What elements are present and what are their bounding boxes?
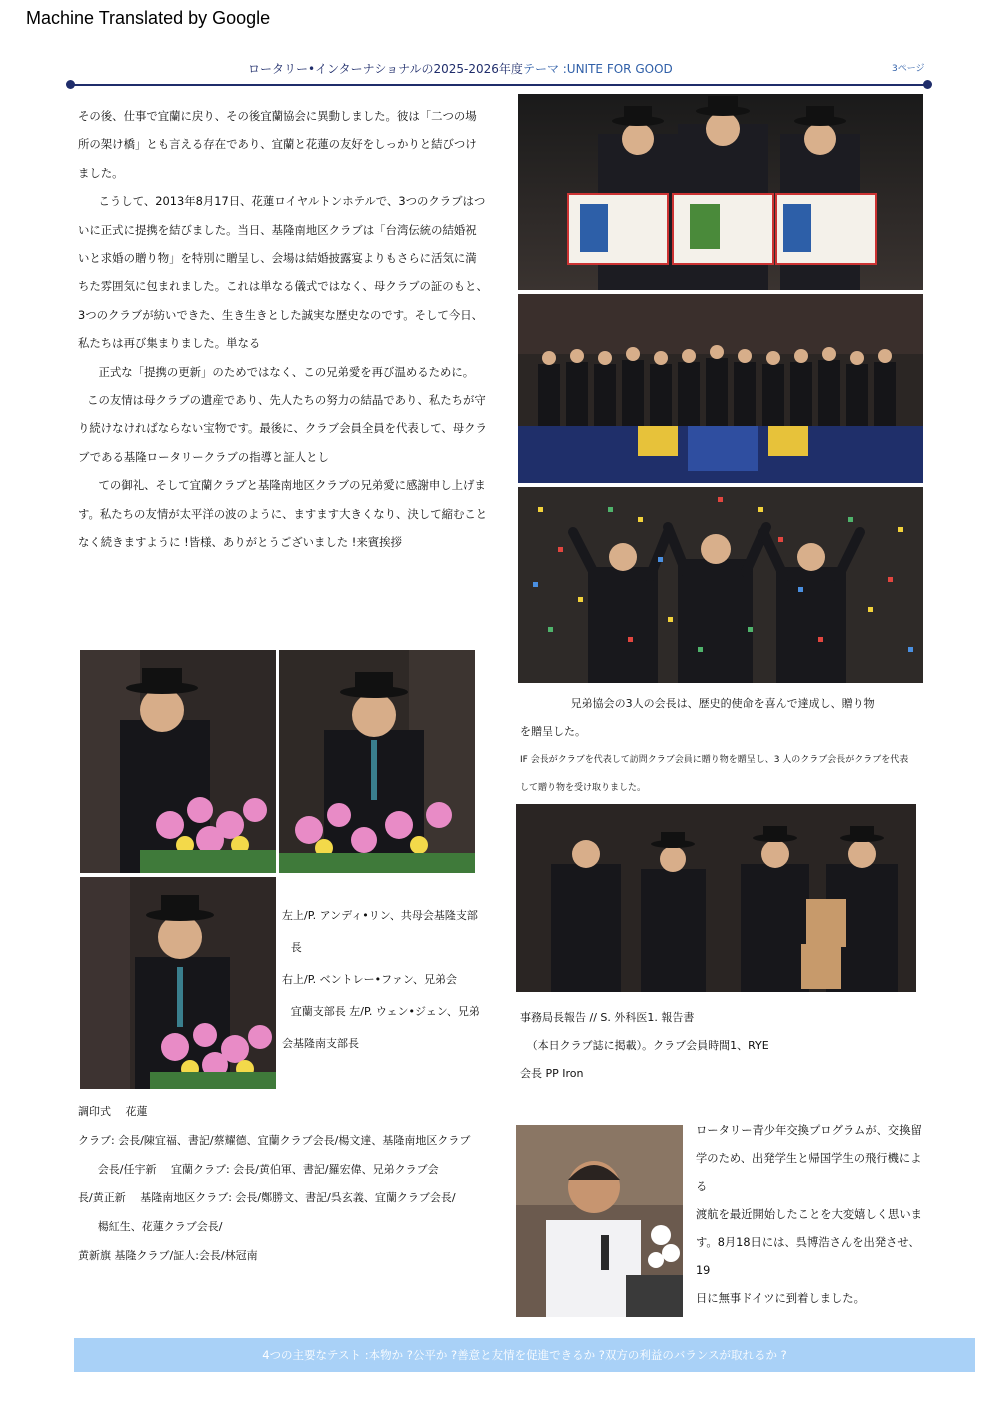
- caption-gift: [520, 746, 920, 802]
- report-line: （本日クラブ誌に掲載）。クラブ会員時間1、RYE: [526, 1039, 769, 1052]
- article-paragraph: 正式な「提携の更新」のためではなく、この兄弟愛を再び温めるために。: [98, 364, 475, 379]
- header-title-main: ロータリー•インターナショナルの2025-2026年度: [248, 62, 523, 76]
- caption-line: 会基隆南支部長: [282, 1037, 359, 1050]
- footer-banner: [74, 1338, 975, 1372]
- photo-three-presidents-certificates: [518, 94, 923, 290]
- header-rule-dot-right: [923, 80, 932, 89]
- rye-line: す。8月18日には、呉博浩さんを出発させ、19: [696, 1236, 920, 1277]
- report-line: 事務局長報告 // S. 外科医1. 報告書: [520, 1011, 695, 1024]
- rye-line: 学のため、出発学生と帰国学生の飛行機による: [696, 1152, 922, 1193]
- signing-ceremony-list: [78, 1098, 490, 1271]
- caption-line: 右上/P. ベントレー•ファン、兄弟会: [282, 973, 458, 986]
- caption-line: 宜蘭支部長 左/P. ウェン•ジェン、兄弟: [290, 1005, 480, 1018]
- caption-line: して贈り物を受け取りました。: [520, 783, 647, 793]
- photo-speaker-bentley-huang: [279, 650, 475, 873]
- four-way-test-text: 4つの主要なテスト :本物か ?公平か ?善意と友情を促進できるか ?双方の利益のバランスが取れるか ?: [262, 1348, 787, 1362]
- photo-rye-speaker: [516, 1125, 683, 1317]
- article-paragraph: この友情は母クラブの遺産であり、先人たちの努力の結晶であり、私たちが守り続けなければならない宝物です。最後に、クラブ会員全員を代表して、母クラブである基隆ロータリークラブの指導と証人とし: [78, 393, 487, 464]
- photo-gift-presentation: [516, 804, 916, 992]
- photo-speaker-andy-lin: [80, 650, 276, 873]
- article-paragraph: ての御礼、そして宜蘭クラブと基隆南地区クラブの兄弟愛に感謝申し上げます。私たちの友情が太平洋の波のように、ますます大きくなり、決して縮むことなく続きますように !皆様、ありがとうございました !来賓挨拶: [78, 478, 488, 550]
- rye-line: ロータリー青少年交換プログラムが、交換留: [696, 1124, 922, 1137]
- header-rule-dot-left: [66, 80, 75, 89]
- seal-line: 黄新旗 基隆クラブ/証人:会長/林冠南: [78, 1248, 258, 1262]
- rye-line: 渡航を最近開始したことを大変嬉しく思いま: [696, 1208, 922, 1221]
- seal-line: 調印式 花蓮: [78, 1105, 148, 1118]
- page-header-title: [248, 60, 673, 77]
- seal-line: クラブ: 会長/陳宜福、書記/蔡耀德、宜蘭クラブ会長/楊文達、基隆南地区クラブ: [78, 1133, 471, 1147]
- photo-speaker-wen-zheng: [80, 877, 276, 1089]
- article-paragraph: その後、仕事で宜蘭に戻り、その後宜蘭協会に異動しました。彼は「二つの場所の架け橋」とも言える存在であり、宜蘭と花蓮の友好をしっかりと結びつけました。: [78, 109, 477, 180]
- header-title-theme: テーマ :UNITE FOR GOOD: [522, 62, 673, 76]
- machine-translated-label: Machine Translated by Google: [26, 8, 271, 28]
- caption-presidents: [520, 690, 920, 746]
- rye-report: [696, 1117, 932, 1313]
- article-body: [78, 102, 488, 557]
- caption-line: を贈呈した。: [520, 725, 586, 738]
- page-number: 3ページ: [892, 64, 925, 74]
- seal-line: 楊紅生、花蓮クラブ会長/: [97, 1220, 223, 1234]
- caption-speakers: [282, 900, 487, 1060]
- caption-line: 長: [290, 941, 302, 954]
- photo-group-members: [518, 294, 923, 483]
- caption-line: 兄弟協会の3人の会長は、歴史的使命を喜んで達成し、贈り物: [570, 697, 875, 710]
- caption-line: IF 会長がクラブを代表して訪問クラブ会員に贈り物を贈呈し、3 人のクラブ会長がクラブを代表: [520, 755, 909, 765]
- caption-line: 左上/P. アンディ•リン、共母会基隆支部: [282, 909, 478, 922]
- photo-presidents-celebrating-confetti: [518, 487, 923, 683]
- rye-line: 日に無事ドイツに到着しました。: [696, 1292, 865, 1305]
- article-paragraph: こうして、2013年8月17日、花蓮ロイヤルトンホテルで、3つのクラブはついに正式に提携を結びました。当日、基隆南地区クラブは「台湾伝統の結婚祝いと求婚の贈り物」を特別に贈呈し、会場は結婚披露宴よりもさらに活気に満ちた雰囲気に包まれました。これは単なる儀式ではなく、母クラブの証のもと、3つのクラブが紡いできた、生き生きとした誠実な歴史なのです。そして今日、私たちは再び集まりました。単なる: [78, 194, 488, 351]
- seal-line: 会長/任宇新 宜蘭クラブ: 会長/黄伯軍、書記/羅宏偉、兄弟クラブ会: [97, 1162, 439, 1176]
- seal-line: 長/黄正新 基隆南地区クラブ: 会長/鄭勝文、書記/呉玄義、宜蘭クラブ会長/: [78, 1191, 456, 1205]
- secretary-report: [520, 1004, 920, 1088]
- header-rule: [70, 84, 928, 86]
- report-line: 会長 PP Iron: [520, 1067, 584, 1080]
